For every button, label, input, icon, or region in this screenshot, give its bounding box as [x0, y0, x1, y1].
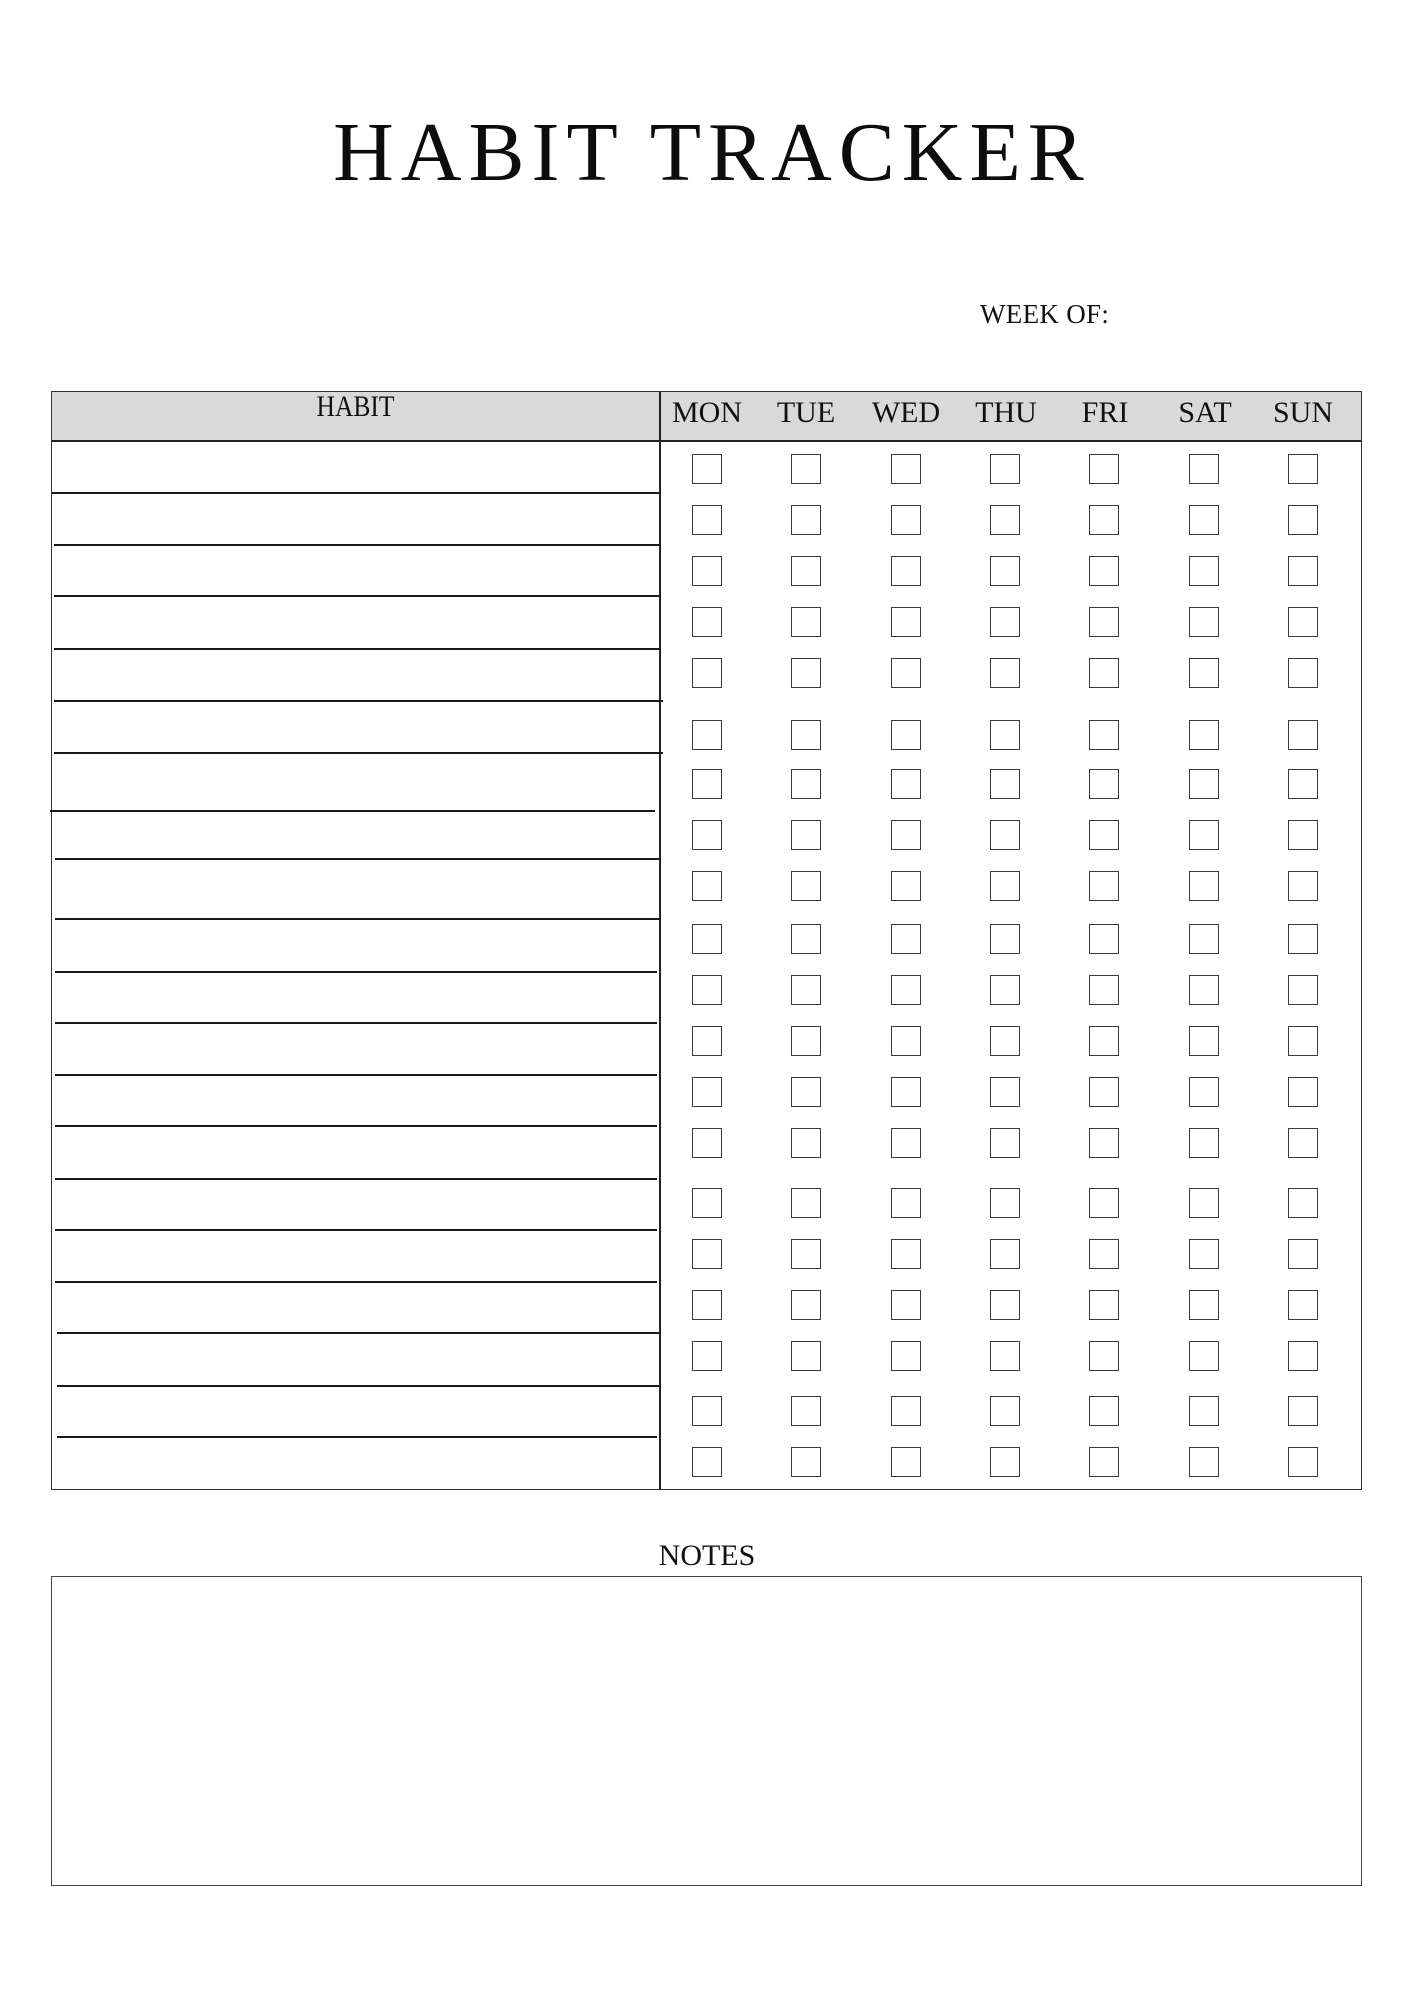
row-divider	[55, 1074, 657, 1076]
checkbox-sat-row-16[interactable]	[1189, 1239, 1219, 1269]
checkbox-mon-row-19[interactable]	[692, 1396, 722, 1426]
checkbox-thu-row-4[interactable]	[990, 607, 1020, 637]
checkbox-fri-row-17[interactable]	[1089, 1290, 1119, 1320]
checkbox-mon-row-16[interactable]	[692, 1239, 722, 1269]
checkbox-wed-row-16[interactable]	[891, 1239, 921, 1269]
checkbox-mon-row-6[interactable]	[692, 720, 722, 750]
checkbox-tue-row-16[interactable]	[791, 1239, 821, 1269]
checkbox-sat-row-9[interactable]	[1189, 871, 1219, 901]
checkbox-wed-row-9[interactable]	[891, 871, 921, 901]
checkbox-sat-row-14[interactable]	[1189, 1128, 1219, 1158]
checkbox-sat-row-18[interactable]	[1189, 1341, 1219, 1371]
checkbox-wed-row-14[interactable]	[891, 1128, 921, 1158]
checkbox-wed-row-10[interactable]	[891, 924, 921, 954]
checkbox-fri-row-13[interactable]	[1089, 1077, 1119, 1107]
checkbox-sat-row-4[interactable]	[1189, 607, 1219, 637]
checkbox-thu-row-13[interactable]	[990, 1077, 1020, 1107]
checkbox-thu-row-12[interactable]	[990, 1026, 1020, 1056]
checkbox-sun-row-16[interactable]	[1288, 1239, 1318, 1269]
checkbox-tue-row-12[interactable]	[791, 1026, 821, 1056]
week-of-field[interactable]	[1125, 298, 1355, 330]
checkbox-fri-row-2[interactable]	[1089, 505, 1119, 535]
checkbox-mon-row-9[interactable]	[692, 871, 722, 901]
checkbox-sat-row-20[interactable]	[1189, 1447, 1219, 1477]
habit-name-input[interactable]	[56, 549, 654, 594]
habit-name-input[interactable]	[56, 863, 654, 917]
habit-name-input[interactable]	[56, 446, 654, 491]
checkbox-wed-row-13[interactable]	[891, 1077, 921, 1107]
row-divider	[52, 492, 660, 494]
checkbox-mon-row-5[interactable]	[692, 658, 722, 688]
habit-name-input[interactable]	[56, 1027, 654, 1073]
checkbox-sat-row-15[interactable]	[1189, 1188, 1219, 1218]
checkbox-sat-row-8[interactable]	[1189, 820, 1219, 850]
checkbox-tue-row-9[interactable]	[791, 871, 821, 901]
row-divider	[54, 544, 660, 546]
checkbox-tue-row-19[interactable]	[791, 1396, 821, 1426]
checkbox-mon-row-2[interactable]	[692, 505, 722, 535]
day-header-sun: SUN	[1272, 396, 1333, 429]
checkbox-tue-row-2[interactable]	[791, 505, 821, 535]
checkbox-tue-row-14[interactable]	[791, 1128, 821, 1158]
checkbox-thu-row-7[interactable]	[990, 769, 1020, 799]
checkbox-fri-row-10[interactable]	[1089, 924, 1119, 954]
page-title: HABIT TRACKER	[333, 106, 1091, 199]
checkbox-tue-row-6[interactable]	[791, 720, 821, 750]
checkbox-fri-row-18[interactable]	[1089, 1341, 1119, 1371]
checkbox-sat-row-6[interactable]	[1189, 720, 1219, 750]
checkbox-wed-row-4[interactable]	[891, 607, 921, 637]
checkbox-sun-row-8[interactable]	[1288, 820, 1318, 850]
habit-name-input[interactable]	[56, 1130, 654, 1177]
checkbox-sun-row-13[interactable]	[1288, 1077, 1318, 1107]
habit-name-input[interactable]	[56, 1441, 654, 1487]
checkbox-sat-row-7[interactable]	[1189, 769, 1219, 799]
checkbox-fri-row-9[interactable]	[1089, 871, 1119, 901]
checkbox-wed-row-7[interactable]	[891, 769, 921, 799]
checkbox-thu-row-20[interactable]	[990, 1447, 1020, 1477]
checkbox-thu-row-9[interactable]	[990, 871, 1020, 901]
checkbox-tue-row-20[interactable]	[791, 1447, 821, 1477]
checkbox-thu-row-6[interactable]	[990, 720, 1020, 750]
checkbox-sun-row-6[interactable]	[1288, 720, 1318, 750]
habit-name-input[interactable]	[56, 1337, 654, 1384]
checkbox-tue-row-7[interactable]	[791, 769, 821, 799]
habit-name-input[interactable]	[56, 1234, 654, 1280]
checkbox-tue-row-10[interactable]	[791, 924, 821, 954]
habit-name-input[interactable]	[56, 1390, 654, 1435]
row-divider	[54, 595, 660, 597]
row-divider	[55, 1281, 657, 1283]
habit-name-input[interactable]	[56, 497, 654, 543]
checkbox-fri-row-3[interactable]	[1089, 556, 1119, 586]
checkbox-sun-row-5[interactable]	[1288, 658, 1318, 688]
row-divider	[50, 810, 655, 812]
checkbox-wed-row-3[interactable]	[891, 556, 921, 586]
checkbox-sat-row-12[interactable]	[1189, 1026, 1219, 1056]
checkbox-mon-row-10[interactable]	[692, 924, 722, 954]
notes-textarea[interactable]	[54, 1579, 1359, 1883]
checkbox-fri-row-6[interactable]	[1089, 720, 1119, 750]
checkbox-wed-row-6[interactable]	[891, 720, 921, 750]
checkbox-wed-row-18[interactable]	[891, 1341, 921, 1371]
checkbox-wed-row-11[interactable]	[891, 975, 921, 1005]
day-header-thu: THU	[975, 396, 1037, 429]
checkbox-mon-row-15[interactable]	[692, 1188, 722, 1218]
checkbox-fri-row-7[interactable]	[1089, 769, 1119, 799]
checkbox-sun-row-12[interactable]	[1288, 1026, 1318, 1056]
checkbox-thu-row-8[interactable]	[990, 820, 1020, 850]
checkbox-fri-row-1[interactable]	[1089, 454, 1119, 484]
checkbox-sat-row-1[interactable]	[1189, 454, 1219, 484]
day-header-sat: SAT	[1178, 396, 1232, 429]
row-divider	[55, 1229, 657, 1231]
habit-column-header: HABIT	[316, 390, 395, 423]
checkbox-wed-row-2[interactable]	[891, 505, 921, 535]
checkbox-wed-row-12[interactable]	[891, 1026, 921, 1056]
checkbox-wed-row-1[interactable]	[891, 454, 921, 484]
checkbox-sun-row-14[interactable]	[1288, 1128, 1318, 1158]
checkbox-fri-row-16[interactable]	[1089, 1239, 1119, 1269]
checkbox-sun-row-2[interactable]	[1288, 505, 1318, 535]
checkbox-sat-row-17[interactable]	[1189, 1290, 1219, 1320]
checkbox-thu-row-18[interactable]	[990, 1341, 1020, 1371]
habit-name-input[interactable]	[56, 653, 654, 699]
checkbox-tue-row-13[interactable]	[791, 1077, 821, 1107]
checkbox-sat-row-13[interactable]	[1189, 1077, 1219, 1107]
checkbox-sun-row-19[interactable]	[1288, 1396, 1318, 1426]
checkbox-sat-row-3[interactable]	[1189, 556, 1219, 586]
row-divider	[55, 1022, 657, 1024]
checkbox-tue-row-17[interactable]	[791, 1290, 821, 1320]
week-of-label: WEEK OF:	[980, 299, 1110, 329]
checkbox-sat-row-19[interactable]	[1189, 1396, 1219, 1426]
checkbox-sat-row-11[interactable]	[1189, 975, 1219, 1005]
checkbox-thu-row-11[interactable]	[990, 975, 1020, 1005]
day-header-wed: WED	[871, 396, 941, 429]
row-divider	[54, 648, 660, 650]
checkbox-tue-row-11[interactable]	[791, 975, 821, 1005]
day-header-fri: FRI	[1081, 396, 1129, 429]
habit-name-input[interactable]	[56, 757, 654, 809]
checkbox-sun-row-3[interactable]	[1288, 556, 1318, 586]
checkbox-fri-row-14[interactable]	[1089, 1128, 1119, 1158]
checkbox-sun-row-9[interactable]	[1288, 871, 1318, 901]
habit-name-input[interactable]	[56, 705, 654, 751]
checkbox-sun-row-17[interactable]	[1288, 1290, 1318, 1320]
checkbox-sun-row-20[interactable]	[1288, 1447, 1318, 1477]
day-header-mon: MON	[671, 396, 742, 429]
habit-name-input[interactable]	[56, 976, 654, 1021]
checkbox-sat-row-5[interactable]	[1189, 658, 1219, 688]
checkbox-fri-row-4[interactable]	[1089, 607, 1119, 637]
habit-name-input[interactable]	[56, 923, 654, 970]
checkbox-mon-row-14[interactable]	[692, 1128, 722, 1158]
checkbox-wed-row-20[interactable]	[891, 1447, 921, 1477]
day-header-tue: TUE	[776, 396, 836, 429]
checkbox-wed-row-15[interactable]	[891, 1188, 921, 1218]
checkbox-sun-row-4[interactable]	[1288, 607, 1318, 637]
checkbox-tue-row-1[interactable]	[791, 454, 821, 484]
checkbox-wed-row-17[interactable]	[891, 1290, 921, 1320]
row-divider	[55, 1125, 657, 1127]
checkbox-tue-row-4[interactable]	[791, 607, 821, 637]
checkbox-thu-row-2[interactable]	[990, 505, 1020, 535]
checkbox-thu-row-17[interactable]	[990, 1290, 1020, 1320]
habit-name-input[interactable]	[56, 1286, 654, 1331]
checkbox-wed-row-5[interactable]	[891, 658, 921, 688]
row-divider	[57, 1332, 660, 1334]
checkbox-fri-row-5[interactable]	[1089, 658, 1119, 688]
checkbox-thu-row-1[interactable]	[990, 454, 1020, 484]
checkbox-tue-row-8[interactable]	[791, 820, 821, 850]
checkbox-thu-row-10[interactable]	[990, 924, 1020, 954]
checkbox-sun-row-7[interactable]	[1288, 769, 1318, 799]
checkbox-sun-row-15[interactable]	[1288, 1188, 1318, 1218]
checkbox-thu-row-19[interactable]	[990, 1396, 1020, 1426]
row-divider	[57, 1385, 660, 1387]
checkbox-thu-row-3[interactable]	[990, 556, 1020, 586]
row-divider	[54, 752, 663, 754]
row-divider	[55, 858, 660, 860]
checkbox-sat-row-10[interactable]	[1189, 924, 1219, 954]
habit-name-input[interactable]	[56, 815, 654, 857]
habit-name-input[interactable]	[56, 600, 654, 647]
checkbox-fri-row-11[interactable]	[1089, 975, 1119, 1005]
checkbox-tue-row-5[interactable]	[791, 658, 821, 688]
checkbox-mon-row-3[interactable]	[692, 556, 722, 586]
checkbox-tue-row-15[interactable]	[791, 1188, 821, 1218]
checkbox-fri-row-20[interactable]	[1089, 1447, 1119, 1477]
checkbox-fri-row-8[interactable]	[1089, 820, 1119, 850]
checkbox-sun-row-1[interactable]	[1288, 454, 1318, 484]
checkbox-sat-row-2[interactable]	[1189, 505, 1219, 535]
checkbox-tue-row-3[interactable]	[791, 556, 821, 586]
row-divider	[55, 971, 657, 973]
checkbox-mon-row-1[interactable]	[692, 454, 722, 484]
checkbox-thu-row-16[interactable]	[990, 1239, 1020, 1269]
column-divider	[659, 392, 661, 1490]
checkbox-mon-row-13[interactable]	[692, 1077, 722, 1107]
checkbox-mon-row-7[interactable]	[692, 769, 722, 799]
checkbox-fri-row-12[interactable]	[1089, 1026, 1119, 1056]
checkbox-sun-row-18[interactable]	[1288, 1341, 1318, 1371]
checkbox-mon-row-8[interactable]	[692, 820, 722, 850]
row-divider	[55, 918, 660, 920]
checkbox-sun-row-11[interactable]	[1288, 975, 1318, 1005]
checkbox-thu-row-5[interactable]	[990, 658, 1020, 688]
checkbox-thu-row-15[interactable]	[990, 1188, 1020, 1218]
notes-label: NOTES	[658, 1539, 756, 1572]
checkbox-mon-row-4[interactable]	[692, 607, 722, 637]
checkbox-sun-row-10[interactable]	[1288, 924, 1318, 954]
checkbox-wed-row-19[interactable]	[891, 1396, 921, 1426]
checkbox-mon-row-20[interactable]	[692, 1447, 722, 1477]
checkbox-mon-row-12[interactable]	[692, 1026, 722, 1056]
checkbox-thu-row-14[interactable]	[990, 1128, 1020, 1158]
checkbox-mon-row-17[interactable]	[692, 1290, 722, 1320]
checkbox-tue-row-18[interactable]	[791, 1341, 821, 1371]
row-divider	[55, 1178, 657, 1180]
checkbox-fri-row-19[interactable]	[1089, 1396, 1119, 1426]
checkbox-fri-row-15[interactable]	[1089, 1188, 1119, 1218]
checkbox-mon-row-18[interactable]	[692, 1341, 722, 1371]
habit-name-input[interactable]	[56, 1079, 654, 1124]
row-divider	[54, 700, 663, 702]
checkbox-wed-row-8[interactable]	[891, 820, 921, 850]
habit-name-input[interactable]	[56, 1183, 654, 1228]
checkbox-mon-row-11[interactable]	[692, 975, 722, 1005]
row-divider	[57, 1436, 657, 1438]
